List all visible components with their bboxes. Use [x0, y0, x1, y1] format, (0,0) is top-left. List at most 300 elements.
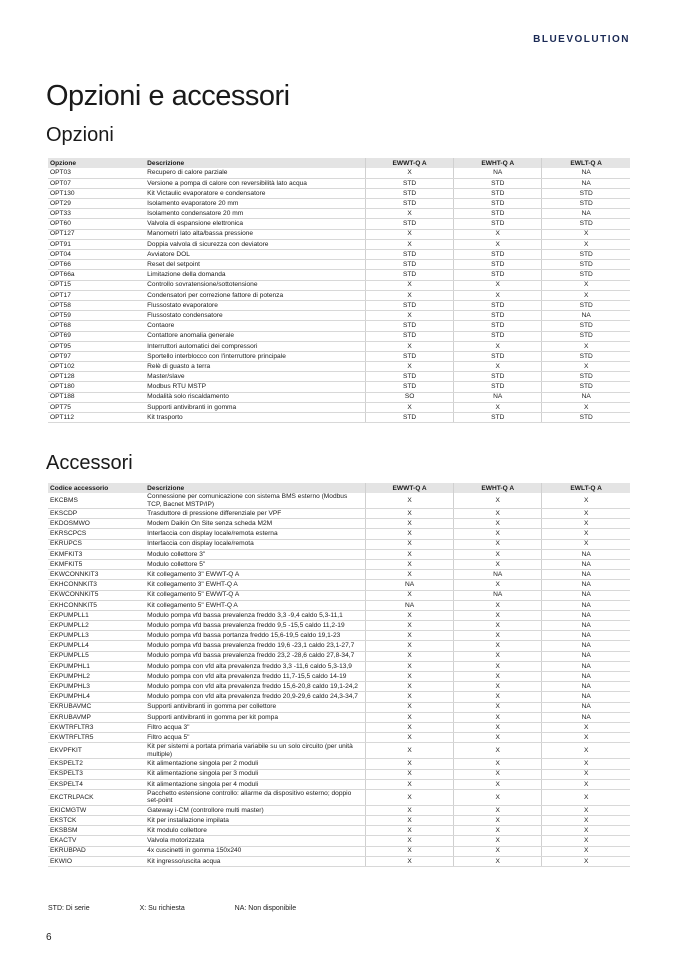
table-cell: Interfaccia con display locale/remota esterna: [145, 529, 365, 539]
table-row: [48, 570, 630, 580]
table-cell: EKWIO: [48, 856, 145, 866]
accessories-heading: Accessori: [46, 452, 133, 474]
table-cell: X: [454, 856, 542, 866]
table-row: [48, 341, 630, 351]
table-cell: Condensatori per correzione fattore di potenza: [145, 290, 365, 300]
table-cell: X: [542, 519, 630, 529]
table-cell: OPT68: [48, 321, 145, 331]
table-cell: X: [454, 559, 542, 569]
table-cell: NA: [542, 712, 630, 722]
table-cell: Supporti antivibranti in gomma: [145, 402, 365, 412]
column-header: EWHT-Q A: [454, 483, 542, 493]
table-cell: NA: [542, 651, 630, 661]
table-cell: STD: [542, 413, 630, 423]
table-cell: X: [366, 641, 454, 651]
table-row: [48, 250, 630, 260]
page-number: 6: [46, 932, 52, 943]
table-row: [48, 702, 630, 712]
table-cell: Valvola di espansione elettronica: [145, 219, 365, 229]
table-cell: NA: [542, 590, 630, 600]
table-cell: STD: [366, 300, 454, 310]
table-cell: Limitazione della domanda: [145, 270, 365, 280]
table-cell: OPT03: [48, 168, 145, 178]
table-cell: OPT69: [48, 331, 145, 341]
table-cell: X: [542, 759, 630, 769]
table-cell: Interfaccia con display locale/remota: [145, 539, 365, 549]
table-cell: X: [366, 846, 454, 856]
table-cell: X: [542, 341, 630, 351]
table-row: [48, 733, 630, 743]
table-cell: X: [366, 722, 454, 732]
table-row: [48, 539, 630, 549]
table-cell: OPT17: [48, 290, 145, 300]
table-cell: X: [542, 769, 630, 779]
page-title: Opzioni e accessori: [46, 80, 290, 112]
table-cell: X: [454, 846, 542, 856]
table-cell: X: [366, 672, 454, 682]
table-cell: X: [454, 519, 542, 529]
table-cell: X: [454, 733, 542, 743]
table-cell: NA: [542, 621, 630, 631]
table-row: [48, 559, 630, 569]
table-cell: STD: [542, 372, 630, 382]
table-row: [48, 280, 630, 290]
table-cell: STD: [542, 382, 630, 392]
table-cell: X: [542, 846, 630, 856]
table-cell: OPT130: [48, 188, 145, 198]
table-cell: X: [542, 539, 630, 549]
table-cell: X: [454, 539, 542, 549]
table-row: [48, 209, 630, 219]
table-cell: X: [454, 692, 542, 702]
column-header: EWWT-Q A: [366, 158, 454, 168]
table-cell: STD: [454, 260, 542, 270]
table-row: [48, 661, 630, 671]
table-row: [48, 311, 630, 321]
table-cell: EKRUBAVMC: [48, 702, 145, 712]
table-row: [48, 509, 630, 519]
table-cell: OPT59: [48, 311, 145, 321]
table-cell: X: [454, 362, 542, 372]
table-cell: X: [454, 610, 542, 620]
table-row: [48, 331, 630, 341]
legend-std: STD: Di serie: [48, 905, 90, 912]
table-cell: STD: [366, 178, 454, 188]
table-row: [48, 846, 630, 856]
table-cell: Avviatore DOL: [145, 250, 365, 260]
table-cell: X: [454, 229, 542, 239]
table-cell: NA: [542, 702, 630, 712]
column-header: EWLT-Q A: [542, 158, 630, 168]
table-cell: EKCBMS: [48, 493, 145, 509]
table-cell: NA: [542, 641, 630, 651]
table-cell: X: [454, 641, 542, 651]
table-cell: EKRUPCS: [48, 539, 145, 549]
table-cell: Modulo pompa con vfd alta prevalenza freddo 20,9-29,6 caldo 24,3-34,7: [145, 692, 365, 702]
table-cell: X: [366, 836, 454, 846]
table-cell: X: [542, 856, 630, 866]
table-row: [48, 392, 630, 402]
table-cell: EKPUMPHL2: [48, 672, 145, 682]
table-row: [48, 590, 630, 600]
table-cell: Kit trasporto: [145, 413, 365, 423]
table-cell: STD: [454, 413, 542, 423]
table-cell: EKPUMPHL1: [48, 661, 145, 671]
table-cell: OPT128: [48, 372, 145, 382]
table-cell: X: [454, 702, 542, 712]
table-cell: OPT127: [48, 229, 145, 239]
table-cell: X: [542, 836, 630, 846]
table-row: [48, 529, 630, 539]
table-cell: STD: [454, 331, 542, 341]
table-cell: EKDOSMWO: [48, 519, 145, 529]
table-row: [48, 712, 630, 722]
table-cell: NA: [454, 570, 542, 580]
table-cell: Kit collegamento 5" EWHT-Q A: [145, 600, 365, 610]
table-cell: 4x cuscinetti in gomma 150x240: [145, 846, 365, 856]
table-header: [48, 158, 630, 168]
column-header: EWLT-Q A: [542, 483, 630, 493]
legend: [48, 905, 344, 912]
table-cell: EKCTRLPACK: [48, 789, 145, 805]
table-cell: X: [366, 311, 454, 321]
table-cell: EKSBSM: [48, 826, 145, 836]
table-cell: Modulo pompa vfd bassa portanza freddo 15,6-19,5 caldo 19,1-23: [145, 631, 365, 641]
table-cell: X: [454, 239, 542, 249]
table-cell: EKSTCK: [48, 816, 145, 826]
table-cell: EKPUMPLL2: [48, 621, 145, 631]
table-cell: STD: [366, 250, 454, 260]
table-cell: EKWCONNKIT5: [48, 590, 145, 600]
table-cell: X: [542, 743, 630, 759]
table-cell: NA: [542, 672, 630, 682]
table-row: [48, 178, 630, 188]
table-cell: Modulo pompa vfd bassa prevalenza freddo 9,5 -15,5 caldo 11,2-19: [145, 621, 365, 631]
table-cell: X: [454, 779, 542, 789]
table-row: [48, 610, 630, 620]
table-cell: X: [454, 493, 542, 509]
table-cell: X: [366, 826, 454, 836]
table-cell: NA: [542, 168, 630, 178]
table-cell: OPT112: [48, 413, 145, 423]
table-cell: Modulo pompa con vfd alta prevalenza freddo 11,7-15,5 caldo 14-19: [145, 672, 365, 682]
table-cell: X: [542, 493, 630, 509]
table-cell: Manometri lato alta/bassa pressione: [145, 229, 365, 239]
table-cell: X: [542, 805, 630, 815]
table-cell: Relè di guasto a terra: [145, 362, 365, 372]
table-cell: STD: [454, 219, 542, 229]
table-cell: X: [366, 493, 454, 509]
table-cell: X: [542, 816, 630, 826]
table-cell: X: [366, 856, 454, 866]
table-cell: Modulo pompa con vfd alta prevalenza freddo 15,6-20,8 caldo 19,1-24,2: [145, 682, 365, 692]
table-cell: EKWCONNKIT3: [48, 570, 145, 580]
table-cell: NA: [542, 209, 630, 219]
table-cell: NA: [542, 392, 630, 402]
table-cell: OPT33: [48, 209, 145, 219]
table-header: [48, 483, 630, 493]
table-cell: NA: [454, 168, 542, 178]
table-row: [48, 805, 630, 815]
table-row: [48, 779, 630, 789]
table-cell: X: [542, 280, 630, 290]
options-table: [48, 158, 630, 423]
table-cell: NA: [542, 570, 630, 580]
table-cell: Modulo pompa con vfd alta prevalenza freddo 3,3 -11,6 caldo 5,3-13,9: [145, 661, 365, 671]
table-row: [48, 789, 630, 805]
table-cell: STD: [366, 351, 454, 361]
table-cell: Kit ingresso/uscita acqua: [145, 856, 365, 866]
table-cell: EKACTV: [48, 836, 145, 846]
table-cell: X: [366, 341, 454, 351]
table-cell: EKPUMPHL4: [48, 692, 145, 702]
table-cell: EKWTRFLTR5: [48, 733, 145, 743]
table-row: [48, 816, 630, 826]
table-cell: X: [366, 779, 454, 789]
table-cell: SO: [366, 392, 454, 402]
legend-x: X: Su richiesta: [139, 905, 185, 912]
table-cell: X: [366, 529, 454, 539]
table-row: [48, 672, 630, 682]
table-cell: X: [366, 280, 454, 290]
table-row: [48, 836, 630, 846]
table-cell: OPT188: [48, 392, 145, 402]
table-cell: X: [366, 651, 454, 661]
table-cell: X: [454, 621, 542, 631]
table-cell: STD: [454, 382, 542, 392]
table-cell: STD: [542, 260, 630, 270]
table-cell: Filtro acqua 5": [145, 733, 365, 743]
table-cell: STD: [366, 270, 454, 280]
table-cell: Modulo pompa vfd bassa prevalenza freddo 23,2 -28,6 caldo 27,8-34,7: [145, 651, 365, 661]
table-row: [48, 229, 630, 239]
table-cell: EKRSCPCS: [48, 529, 145, 539]
table-cell: X: [542, 826, 630, 836]
table-cell: Isolamento condensatore 20 mm: [145, 209, 365, 219]
table-row: [48, 362, 630, 372]
table-row: [48, 270, 630, 280]
table-row: [48, 290, 630, 300]
table-cell: OPT15: [48, 280, 145, 290]
table-cell: X: [454, 631, 542, 641]
table-cell: Contattore anomalia generale: [145, 331, 365, 341]
table-row: [48, 168, 630, 178]
table-cell: STD: [454, 321, 542, 331]
table-cell: X: [366, 733, 454, 743]
table-cell: X: [454, 826, 542, 836]
table-cell: EKICMGTW: [48, 805, 145, 815]
table-cell: X: [542, 290, 630, 300]
table-cell: STD: [454, 372, 542, 382]
table-cell: NA: [454, 590, 542, 600]
accessories-table: [48, 483, 630, 867]
table-row: [48, 651, 630, 661]
table-cell: EKSPELT2: [48, 759, 145, 769]
table-cell: Modbus RTU MSTP: [145, 382, 365, 392]
table-cell: STD: [366, 372, 454, 382]
table-row: [48, 722, 630, 732]
table-cell: Kit alimentazione singola per 2 moduli: [145, 759, 365, 769]
table-cell: Kit alimentazione singola per 3 moduli: [145, 769, 365, 779]
table-row: [48, 239, 630, 249]
column-header: Codice accessorio: [48, 483, 145, 493]
table-cell: EKRUBAVMP: [48, 712, 145, 722]
table-cell: OPT60: [48, 219, 145, 229]
table-cell: NA: [542, 559, 630, 569]
table-cell: STD: [454, 351, 542, 361]
table-cell: X: [366, 239, 454, 249]
table-cell: X: [366, 570, 454, 580]
table-cell: Kit collegamento 3" EWHT-Q A: [145, 580, 365, 590]
table-cell: Filtro acqua 3": [145, 722, 365, 732]
table-cell: Versione a pompa di calore con reversibilità lato acqua: [145, 178, 365, 188]
table-cell: OPT102: [48, 362, 145, 372]
table-row: [48, 372, 630, 382]
table-cell: X: [454, 743, 542, 759]
table-cell: X: [542, 239, 630, 249]
table-cell: X: [366, 590, 454, 600]
table-row: [48, 199, 630, 209]
table-cell: STD: [454, 199, 542, 209]
table-cell: Connessione per comunicazione con sistema BMS esterno (Modbus TCP, Bacnet MSTP/IP): [145, 493, 365, 509]
table-cell: STD: [366, 219, 454, 229]
table-cell: X: [366, 209, 454, 219]
table-row: [48, 641, 630, 651]
table-cell: X: [542, 362, 630, 372]
table-cell: NA: [542, 682, 630, 692]
table-cell: X: [366, 539, 454, 549]
table-cell: X: [366, 559, 454, 569]
table-cell: EKPUMPHL3: [48, 682, 145, 692]
table-cell: X: [454, 509, 542, 519]
table-cell: X: [454, 600, 542, 610]
table-row: [48, 188, 630, 198]
table-cell: EKSPELT3: [48, 769, 145, 779]
table-cell: STD: [454, 270, 542, 280]
table-cell: X: [542, 229, 630, 239]
table-cell: X: [454, 672, 542, 682]
table-cell: Master/slave: [145, 372, 365, 382]
table-cell: X: [542, 509, 630, 519]
table-cell: X: [366, 229, 454, 239]
table-cell: X: [366, 661, 454, 671]
table-cell: X: [366, 789, 454, 805]
table-cell: STD: [454, 209, 542, 219]
table-cell: NA: [542, 610, 630, 620]
table-cell: OPT91: [48, 239, 145, 249]
table-row: [48, 300, 630, 310]
column-header: Descrizione: [145, 158, 365, 168]
table-cell: EKHCONNKIT3: [48, 580, 145, 590]
table-cell: EKSCDP: [48, 509, 145, 519]
table-cell: STD: [542, 331, 630, 341]
table-cell: Valvola motorizzata: [145, 836, 365, 846]
table-cell: EKMFKIT3: [48, 549, 145, 559]
table-cell: EKSPELT4: [48, 779, 145, 789]
table-cell: EKHCONNKIT5: [48, 600, 145, 610]
table-row: [48, 321, 630, 331]
table-cell: NA: [542, 661, 630, 671]
table-cell: Kit per installazione impilata: [145, 816, 365, 826]
table-cell: OPT66a: [48, 270, 145, 280]
table-cell: Pacchetto estensione controllo: allarme da dispositivo esterno; doppio set-point: [145, 789, 365, 805]
table-row: [48, 580, 630, 590]
table-cell: X: [366, 519, 454, 529]
table-cell: X: [366, 402, 454, 412]
table-cell: STD: [366, 260, 454, 270]
table-cell: STD: [542, 250, 630, 260]
table-cell: Kit per sistemi a portata primaria variabile su un solo circuito (per unità multiple): [145, 743, 365, 759]
table-cell: NA: [366, 600, 454, 610]
table-cell: OPT66: [48, 260, 145, 270]
column-header: EWHT-Q A: [454, 158, 542, 168]
table-cell: STD: [542, 188, 630, 198]
table-cell: X: [366, 621, 454, 631]
table-cell: Flussostato evaporatore: [145, 300, 365, 310]
table-row: [48, 402, 630, 412]
table-cell: STD: [454, 311, 542, 321]
table-cell: STD: [454, 188, 542, 198]
table-cell: Isolamento evaporatore 20 mm: [145, 199, 365, 209]
brand-logo: BLUEVOLUTION: [533, 34, 630, 45]
table-cell: X: [454, 529, 542, 539]
table-cell: Controllo sovratensione/sottotensione: [145, 280, 365, 290]
table-row: [48, 382, 630, 392]
table-cell: OPT97: [48, 351, 145, 361]
table-cell: X: [366, 805, 454, 815]
table-cell: NA: [366, 580, 454, 590]
table-cell: X: [366, 702, 454, 712]
table-cell: X: [366, 816, 454, 826]
table-cell: EKRUBPAD: [48, 846, 145, 856]
table-cell: Supporti antivibranti in gomma per collettore: [145, 702, 365, 712]
table-cell: X: [542, 529, 630, 539]
table-cell: X: [366, 610, 454, 620]
table-cell: EKPUMPLL5: [48, 651, 145, 661]
table-cell: STD: [542, 351, 630, 361]
table-row: [48, 826, 630, 836]
table-cell: NA: [542, 600, 630, 610]
table-cell: Reset del setpoint: [145, 260, 365, 270]
table-cell: X: [542, 733, 630, 743]
table-cell: NA: [542, 580, 630, 590]
table-cell: OPT07: [48, 178, 145, 188]
table-cell: Interruttori automatici dei compressori: [145, 341, 365, 351]
table-row: [48, 692, 630, 702]
table-cell: Kit collegamento 5" EWWT-Q A: [145, 590, 365, 600]
table-cell: Kit modulo collettore: [145, 826, 365, 836]
table-row: [48, 219, 630, 229]
table-cell: X: [454, 722, 542, 732]
table-cell: Contaore: [145, 321, 365, 331]
table-cell: X: [454, 661, 542, 671]
table-cell: Modem Daikin On Site senza scheda M2M: [145, 519, 365, 529]
table-row: [48, 260, 630, 270]
legend-na: NA: Non disponibile: [234, 905, 297, 912]
table-cell: X: [366, 290, 454, 300]
table-cell: X: [454, 712, 542, 722]
table-row: [48, 769, 630, 779]
table-row: [48, 682, 630, 692]
table-cell: EKPUMPLL3: [48, 631, 145, 641]
table-cell: X: [366, 769, 454, 779]
table-cell: STD: [542, 270, 630, 280]
table-cell: X: [454, 290, 542, 300]
table-cell: Sportello interblocco con l'interruttore principale: [145, 351, 365, 361]
table-cell: EKPUMPLL4: [48, 641, 145, 651]
table-cell: STD: [366, 331, 454, 341]
table-cell: X: [454, 816, 542, 826]
